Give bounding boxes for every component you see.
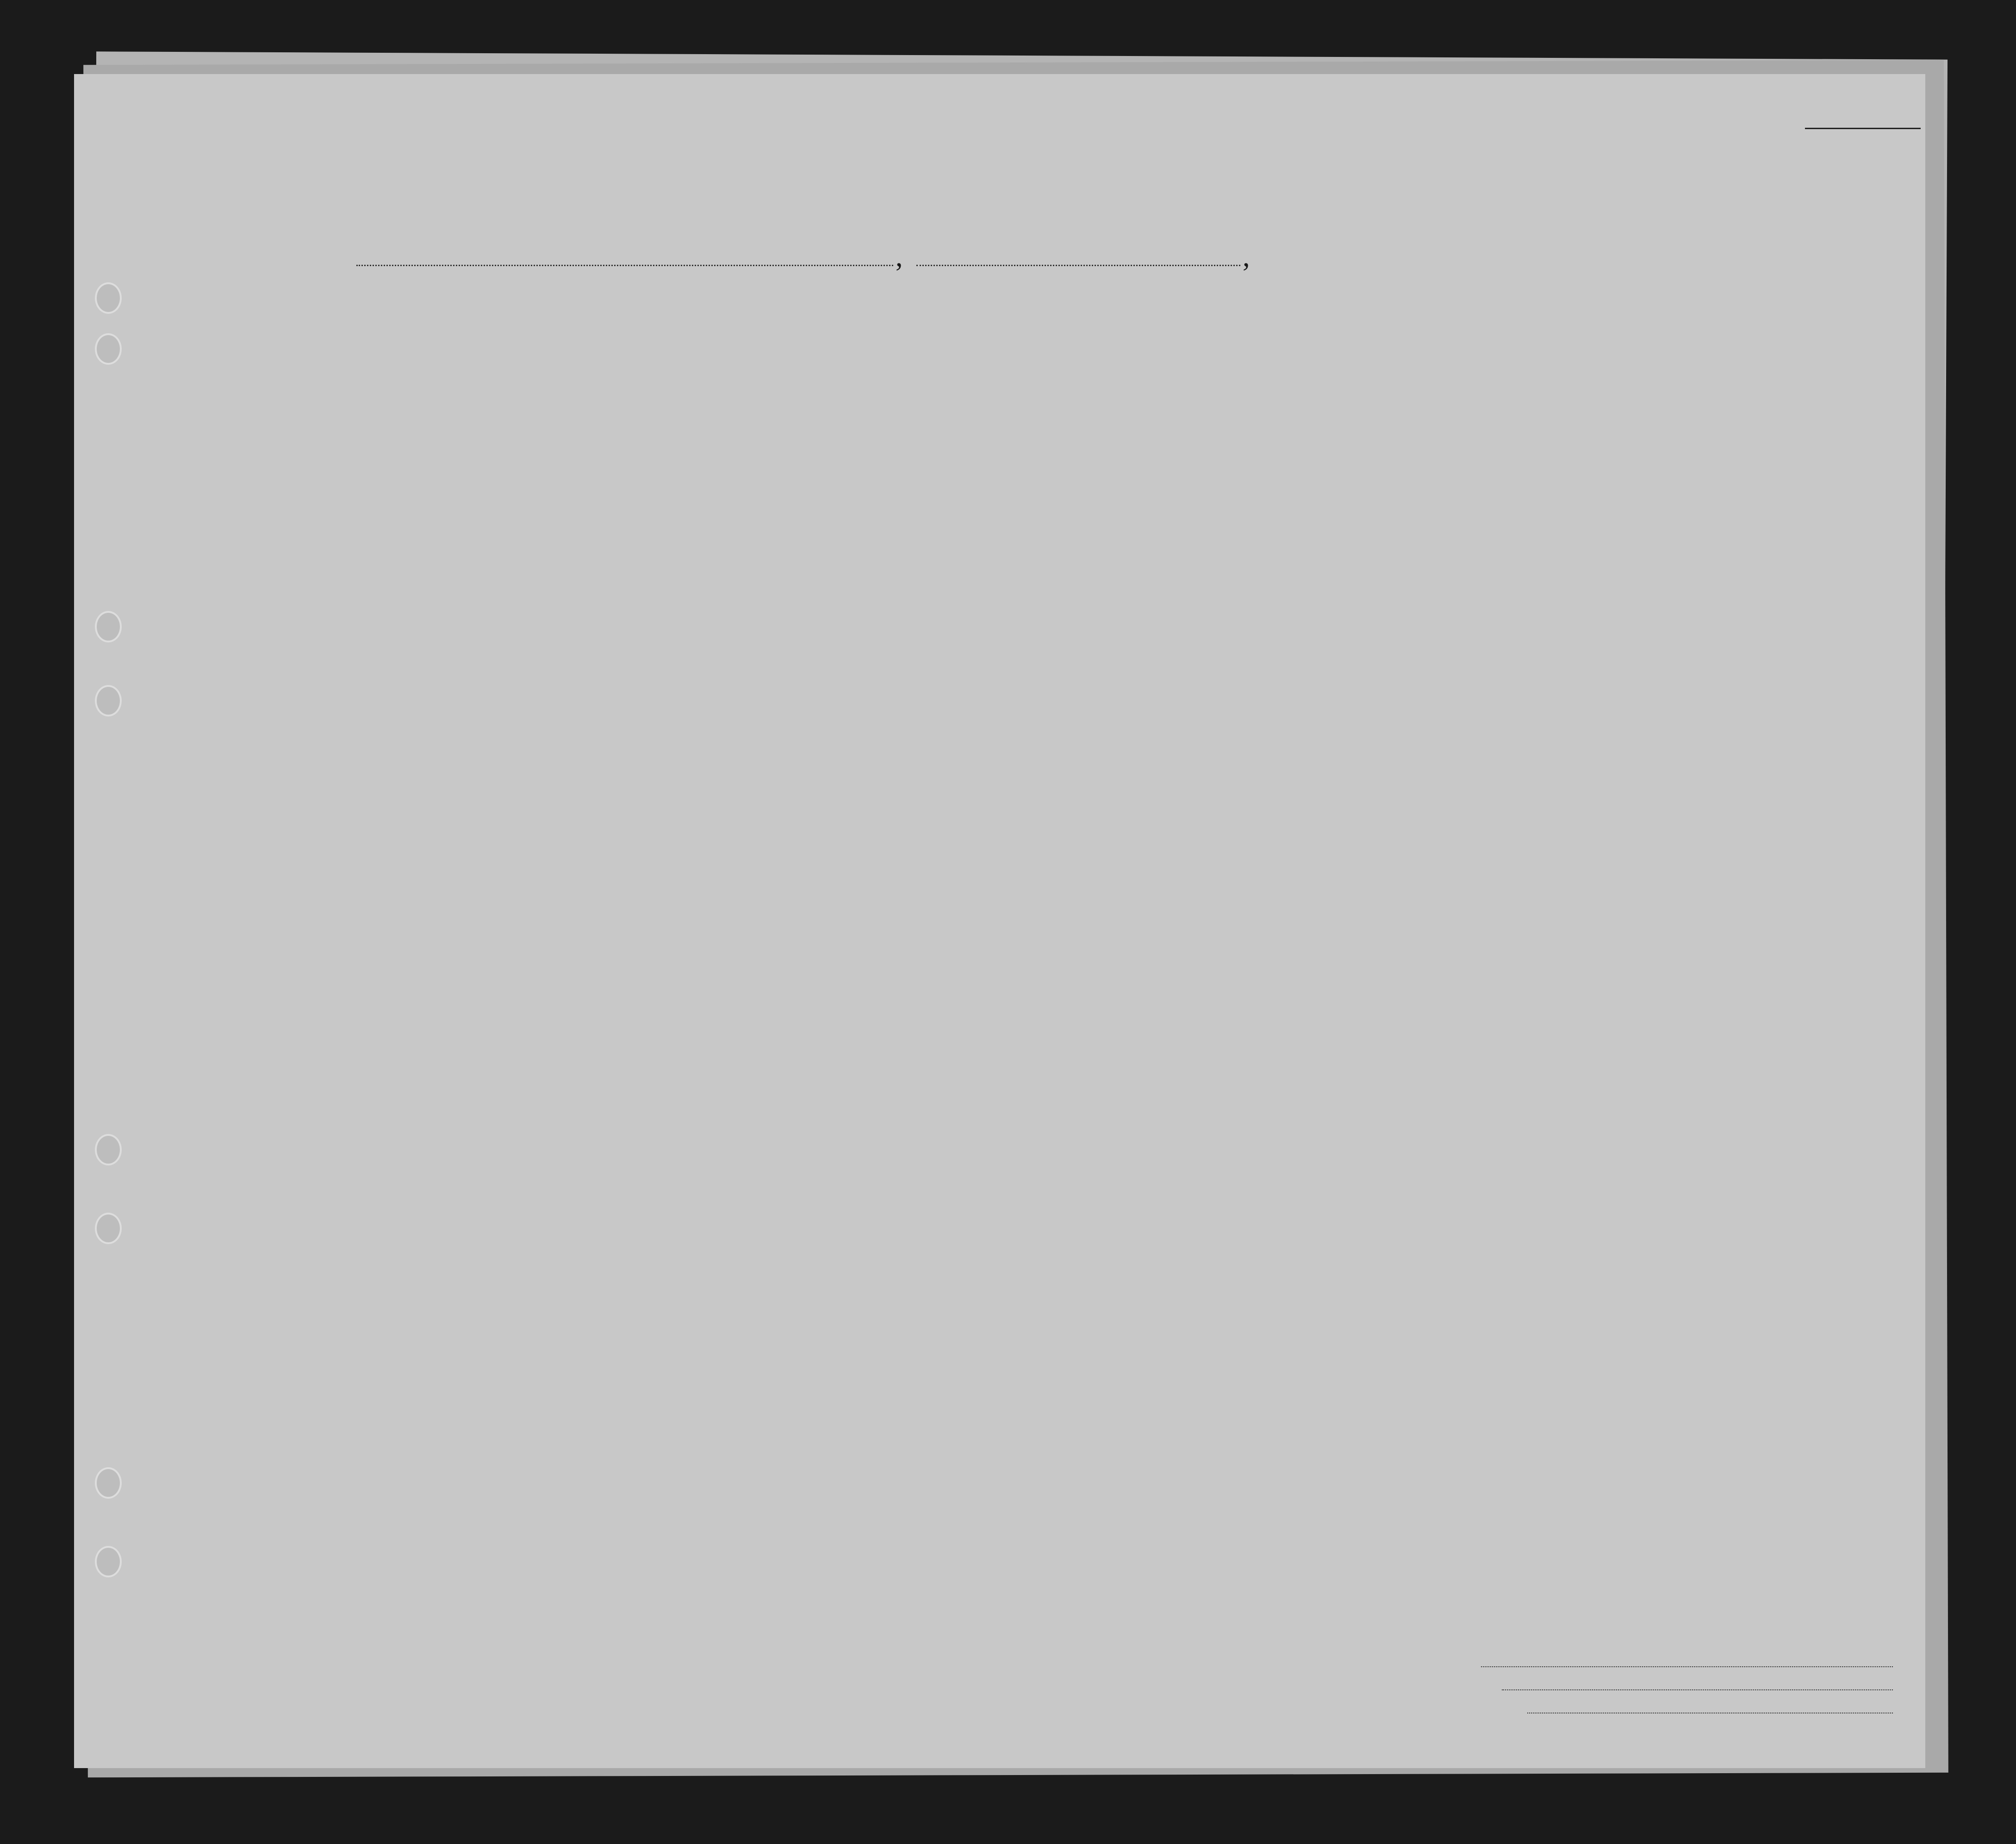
col34-feet bbox=[1597, 400, 1611, 437]
col31-header bbox=[1446, 347, 1462, 467]
col24-citizen bbox=[1222, 379, 1250, 462]
punch-hole bbox=[95, 1467, 122, 1499]
comma: , bbox=[1243, 241, 1250, 273]
line-field bbox=[1481, 1666, 1893, 1667]
col24-length bbox=[1185, 379, 1213, 462]
col21-header bbox=[703, 366, 731, 486]
punch-hole bbox=[95, 282, 122, 314]
punch-hole bbox=[95, 685, 122, 716]
manifest-sheet bbox=[74, 74, 1925, 1768]
col30-header bbox=[1427, 347, 1443, 467]
col29-header bbox=[1395, 347, 1428, 467]
punch-hole bbox=[95, 1134, 122, 1165]
owners-field bbox=[1502, 1689, 1893, 1690]
punch-hole bbox=[95, 1546, 122, 1577]
col25-header bbox=[1257, 343, 1294, 463]
col26-header bbox=[1298, 347, 1317, 467]
punch-hole bbox=[95, 611, 122, 642]
manifest-grid bbox=[74, 74, 1925, 1768]
punch-hole bbox=[95, 1213, 122, 1244]
col34-inches bbox=[1620, 396, 1634, 442]
col19-header bbox=[535, 373, 562, 493]
comma: , bbox=[896, 241, 903, 273]
punch-hole bbox=[95, 333, 122, 365]
col28-header bbox=[1348, 347, 1394, 467]
col24-return bbox=[1150, 379, 1178, 462]
col27-header bbox=[1324, 347, 1342, 467]
